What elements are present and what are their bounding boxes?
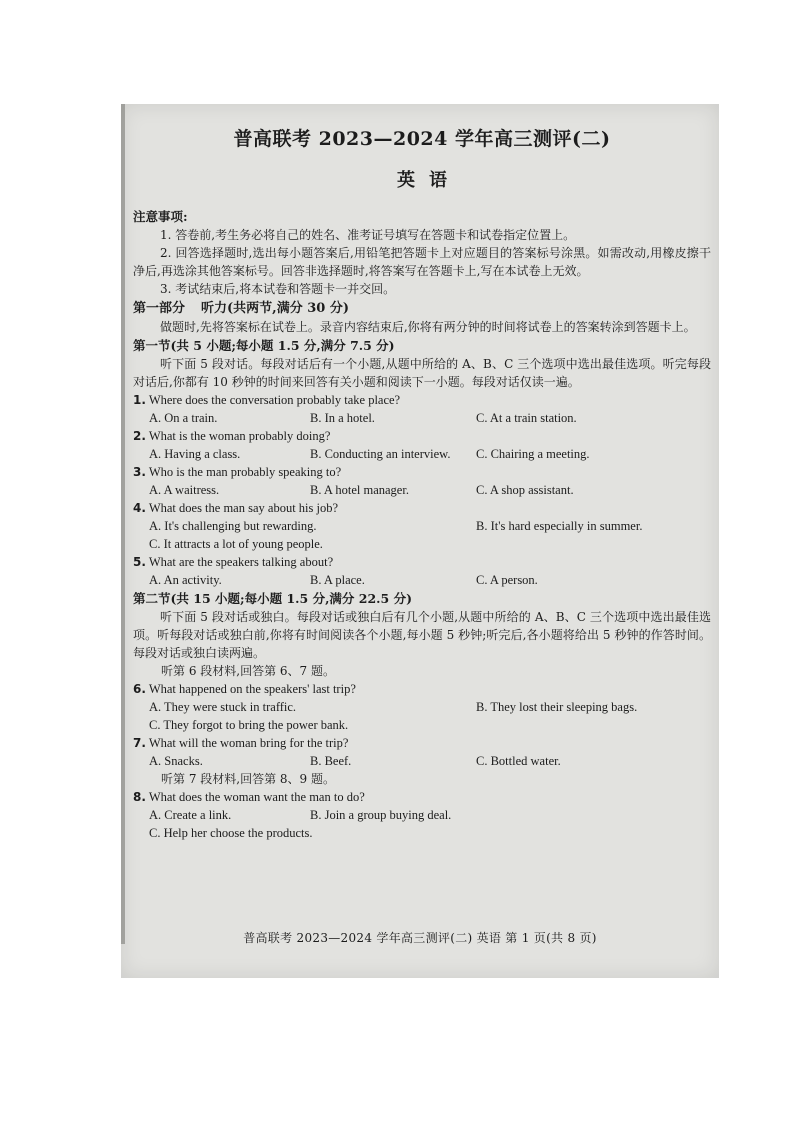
notice-item: 3. 考试结束后,将本试卷和答题卡一并交回。 bbox=[160, 282, 396, 296]
question-number: 2. bbox=[133, 429, 146, 443]
option-c: C. At a train station. bbox=[476, 411, 577, 425]
question-number: 3. bbox=[133, 465, 146, 479]
page-title: 普高联考 2023—2024 学年高三测评(二) bbox=[233, 128, 611, 150]
question bbox=[133, 734, 711, 752]
options-row bbox=[133, 517, 711, 535]
options-row bbox=[133, 698, 711, 716]
question-number: 4. bbox=[133, 501, 146, 515]
material-label: 听第 7 段材料,回答第 8、9 题。 bbox=[161, 772, 335, 786]
question-text: What happened on the speakers' last trip? bbox=[148, 682, 356, 696]
options-row bbox=[133, 481, 711, 499]
exam-page bbox=[121, 104, 719, 978]
question-text: What does the man say about his job? bbox=[148, 501, 339, 515]
option-a: A. Create a link. bbox=[149, 808, 232, 822]
option-b: B. It's hard especially in summer. bbox=[476, 519, 643, 533]
question-number: 1. bbox=[133, 393, 146, 407]
section1-heading: 第一节(共 5 小题;每小题 1.5 分,满分 7.5 分) bbox=[133, 338, 395, 353]
question bbox=[133, 553, 711, 571]
part1-instruction: 做题时,先将答案标在试卷上。录音内容结束后,你将有两分钟的时间将试卷上的答案转涂到答题卡上。 bbox=[160, 320, 696, 334]
option-c: C. A shop assistant. bbox=[476, 483, 574, 497]
options-row bbox=[133, 806, 711, 824]
section2-heading: 第二节(共 15 小题;每小题 1.5 分,满分 22.5 分) bbox=[133, 591, 412, 606]
notice-item: 2. 回答选择题时,选出每小题答案后,用铅笔把答题卡上对应题目的答案标号涂黑。如需改动,用橡皮擦干净后,再选涂其他答案标号。回答非选择题时,将答案写在答题卡上,写在本试卷上无效。 bbox=[133, 246, 711, 278]
page-fold-edge bbox=[121, 104, 125, 944]
option-c: C. They forgot to bring the power bank. bbox=[149, 718, 349, 732]
question-text: What is the woman probably doing? bbox=[148, 429, 331, 443]
option-a: A. An activity. bbox=[149, 573, 222, 587]
option-a: A. Snacks. bbox=[149, 754, 203, 768]
question-number: 5. bbox=[133, 555, 146, 569]
section2-instruction: 听下面 5 段对话或独白。每段对话或独白后有几个小题,从题中所给的 A、B、C 三个选项中选出最佳选项。听每段对话或独白前,你将有时间阅读各个小题,每小题 5 秒钟;听完后,各小题将给出 5 秒钟的作答时间。每段对话或独白读两遍。 bbox=[133, 610, 711, 660]
option-a: A. A waitress. bbox=[149, 483, 220, 497]
option-b: B. A hotel manager. bbox=[310, 483, 409, 497]
option-b: B. Conducting an interview. bbox=[310, 447, 451, 461]
option-a: A. They were stuck in traffic. bbox=[149, 700, 297, 714]
question bbox=[133, 391, 711, 409]
option-b: B. They lost their sleeping bags. bbox=[476, 700, 638, 714]
page-footer: 普高联考 2023—2024 学年高三测评(二) 英语 第 1 页(共 8 页) bbox=[243, 931, 597, 945]
option-c: C. Help her choose the products. bbox=[149, 826, 313, 840]
section1-instruction: 听下面 5 段对话。每段对话后有一个小题,从题中所给的 A、B、C 三个选项中选出最佳选项。听完每段对话后,你都有 10 秒钟的时间来回答有关小题和阅读下一小题。每段对话仅读一遍。 bbox=[133, 357, 711, 389]
question bbox=[133, 788, 711, 806]
question-number: 8. bbox=[133, 790, 146, 804]
part1-heading bbox=[133, 299, 711, 318]
material-label: 听第 6 段材料,回答第 6、7 题。 bbox=[161, 664, 335, 678]
page-content bbox=[133, 124, 711, 842]
option-c: C. A person. bbox=[476, 573, 538, 587]
options-row bbox=[133, 409, 711, 427]
option-c: C. Chairing a meeting. bbox=[476, 447, 590, 461]
question-text: Where does the conversation probably take place? bbox=[148, 393, 401, 407]
options-row bbox=[133, 535, 711, 553]
question bbox=[133, 680, 711, 698]
notice-item: 1. 答卷前,考生务必将自己的姓名、准考证号填写在答题卡和试卷指定位置上。 bbox=[160, 228, 576, 242]
option-a: A. Having a class. bbox=[149, 447, 241, 461]
question bbox=[133, 463, 711, 481]
options-row bbox=[133, 571, 711, 589]
options-row bbox=[133, 716, 711, 734]
part1-label: 第一部分 bbox=[133, 301, 186, 316]
option-b: B. In a hotel. bbox=[310, 411, 375, 425]
options-row bbox=[133, 824, 711, 842]
option-b: B. A place. bbox=[310, 573, 365, 587]
question bbox=[133, 499, 711, 517]
notice-heading: 注意事项: bbox=[133, 209, 188, 224]
question-text: What are the speakers talking about? bbox=[148, 555, 334, 569]
part1-title: 听力(共两节,满分 30 分) bbox=[201, 301, 349, 316]
options-row bbox=[133, 445, 711, 463]
option-b: B. Join a group buying deal. bbox=[310, 808, 452, 822]
options-row bbox=[133, 752, 711, 770]
question-text: What does the woman want the man to do? bbox=[148, 790, 365, 804]
question bbox=[133, 427, 711, 445]
option-a: A. It's challenging but rewarding. bbox=[149, 519, 317, 533]
question-text: What will the woman bring for the trip? bbox=[148, 736, 349, 750]
option-b: B. Beef. bbox=[310, 754, 352, 768]
option-c: C. Bottled water. bbox=[476, 754, 561, 768]
subject-title: 英语 bbox=[397, 170, 461, 191]
option-c: C. It attracts a lot of young people. bbox=[149, 537, 323, 551]
question-number: 7. bbox=[133, 736, 146, 750]
question-text: Who is the man probably speaking to? bbox=[148, 465, 342, 479]
option-a: A. On a train. bbox=[149, 411, 218, 425]
question-number: 6. bbox=[133, 682, 146, 696]
